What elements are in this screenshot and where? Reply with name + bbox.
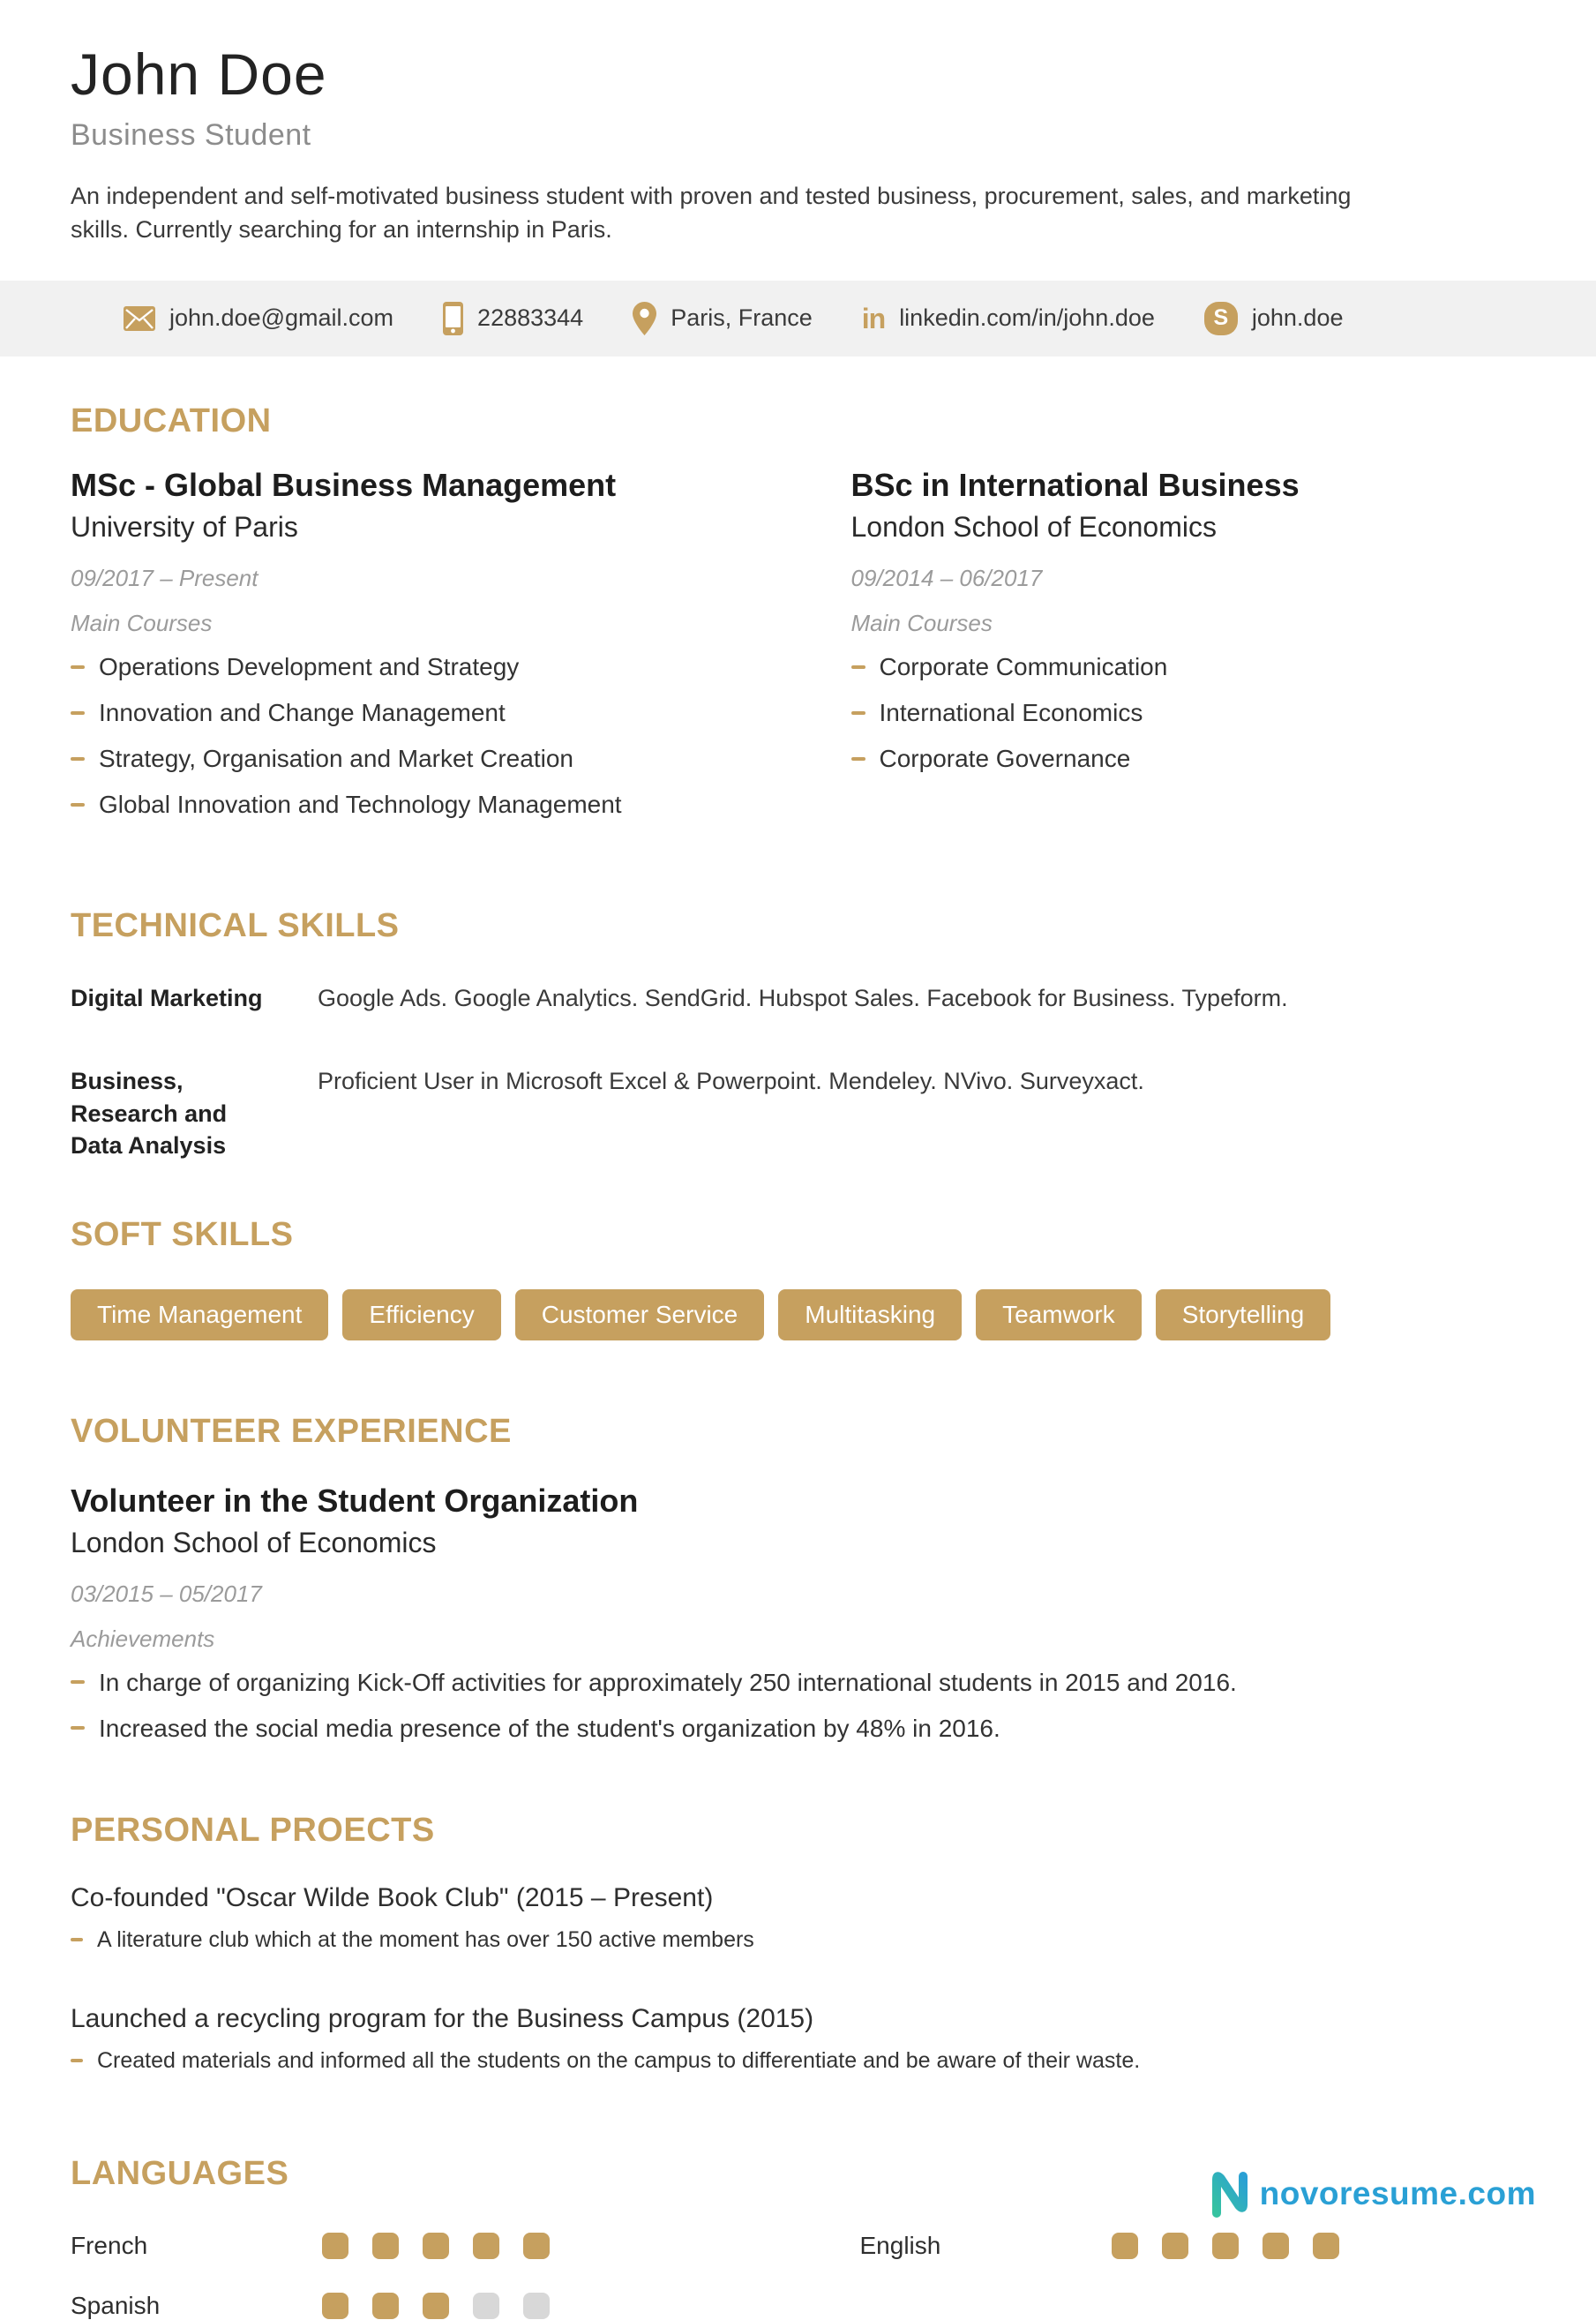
contact-location <box>633 302 813 335</box>
level-square-filled <box>423 2233 449 2259</box>
languages-grid <box>71 2232 1525 2320</box>
section-personal-projects <box>71 1812 1525 2074</box>
bullet-dash-icon <box>851 711 865 715</box>
section-technical-skills <box>71 907 1525 1162</box>
course-text: Global Innovation and Technology Management <box>99 790 622 818</box>
level-square-filled <box>473 2233 499 2259</box>
skill-badge: Customer Service <box>515 1289 765 1340</box>
course-text: Corporate Communication <box>879 652 1168 680</box>
section-soft-skills <box>71 1216 1525 1340</box>
course-text: Strategy, Organisation and Market Creation <box>99 744 573 772</box>
achievements-label: Achievements <box>71 1626 215 1653</box>
course-item <box>851 745 1526 773</box>
skill-category-label: Digital Marketing <box>71 984 263 1011</box>
project-entry <box>71 2004 1525 2074</box>
volunteer-organization: London School of Economics <box>71 1527 437 1559</box>
language-row-spanish <box>71 2292 737 2320</box>
achievement-item <box>71 1669 1525 1697</box>
degree-title: MSc - Global Business Management <box>71 466 617 503</box>
skill-category-label: Business, Research and Data Analysis <box>71 1068 228 1159</box>
course-item <box>851 699 1526 727</box>
school-name: London School of Economics <box>850 510 1217 543</box>
level-square-filled <box>322 2233 348 2259</box>
courses-list <box>71 653 746 819</box>
contact-location-value: Paris, France <box>671 304 813 332</box>
skill-badge: Efficiency <box>342 1289 500 1340</box>
project-bullet-item <box>71 2048 1525 2074</box>
person-name: John Doe <box>71 41 327 107</box>
level-square-empty <box>473 2293 499 2319</box>
course-text: Corporate Governance <box>879 744 1131 772</box>
technical-skills-rows <box>71 982 1525 1162</box>
project-entry <box>71 1883 1525 1953</box>
personal-projects-heading: PERSONAL PROECTS <box>71 1812 435 1850</box>
bullet-dash-icon <box>71 1680 85 1684</box>
person-job-title: Business Student <box>71 118 311 152</box>
skill-badge: Teamwork <box>976 1289 1142 1340</box>
volunteer-achievements-list <box>71 1669 1525 1743</box>
skill-badge: Storytelling <box>1156 1289 1331 1340</box>
technical-skills-heading: TECHNICAL SKILLS <box>71 906 400 944</box>
bullet-dash-icon <box>71 803 85 807</box>
linkedin-icon: in <box>861 302 886 334</box>
technical-skill-row <box>71 982 1525 1014</box>
courses-label: Main Courses <box>850 609 993 636</box>
achievement-item <box>71 1715 1525 1743</box>
bullet-dash-icon <box>71 757 85 761</box>
courses-list <box>851 653 1526 773</box>
envelope-icon <box>124 306 155 331</box>
language-name: French <box>71 2232 148 2260</box>
languages-heading: LANGUAGES <box>71 2155 289 2193</box>
course-item <box>71 653 746 681</box>
contact-email[interactable] <box>124 304 393 332</box>
summary-text: An independent and self-motivated business student with proven and tested business, procurement, sales, and marketing skills. Currently searching for an internship in Paris. <box>71 183 1352 244</box>
level-square-filled <box>1212 2233 1239 2259</box>
language-name: English <box>859 2232 941 2260</box>
project-bullets <box>71 1927 1525 1953</box>
education-grid <box>71 467 1525 837</box>
technical-skill-row <box>71 1065 1525 1161</box>
soft-skills-heading: SOFT SKILLS <box>71 1216 294 1254</box>
skill-badge: Multitasking <box>778 1289 962 1340</box>
contact-phone <box>443 302 583 335</box>
language-row-english <box>860 2232 1526 2260</box>
level-square-filled <box>1112 2233 1138 2259</box>
project-bullet-text: A literature club which at the moment has over 150 active members <box>97 1927 754 1953</box>
level-square-filled <box>523 2233 550 2259</box>
skill-category-value: Google Ads. Google Analytics. SendGrid. Hubspot Sales. Facebook for Business. Typeform. <box>318 984 1288 1011</box>
achievement-text: Increased the social media presence of the student's organization by 48% in 2016. <box>99 1715 1000 1743</box>
novoresume-n-icon <box>1209 2169 1251 2219</box>
project-bullet-text: Created materials and informed all the students on the campus to differentiate and be aware of their waste. <box>97 2048 1141 2074</box>
education-entry-msc <box>71 467 746 837</box>
skill-category-value: Proficient User in Microsoft Excel & Powerpoint. Mendeley. NVivo. Surveyxact. <box>318 1068 1144 1095</box>
skype-icon: S <box>1204 302 1238 335</box>
level-square-filled <box>372 2293 399 2319</box>
contact-bar <box>0 281 1596 357</box>
education-dates: 09/2017 – Present <box>71 564 259 591</box>
language-row-french <box>71 2232 737 2260</box>
course-text: Innovation and Change Management <box>99 698 506 726</box>
contact-email-value: john.doe@gmail.com <box>169 304 394 332</box>
volunteer-role-title: Volunteer in the Student Organization <box>71 1483 639 1520</box>
bullet-dash-icon <box>851 665 865 669</box>
language-name: Spanish <box>71 2292 161 2320</box>
skill-badge: Time Management <box>71 1289 328 1340</box>
course-item <box>851 653 1526 681</box>
contact-linkedin-value: linkedin.com/in/john.doe <box>899 304 1155 332</box>
project-bullet-item <box>71 1927 1525 1953</box>
degree-title: BSc in International Business <box>850 466 1300 503</box>
level-square-filled <box>322 2293 348 2319</box>
level-square-filled <box>423 2293 449 2319</box>
contact-linkedin[interactable] <box>862 304 1155 333</box>
school-name: University of Paris <box>71 510 298 543</box>
map-pin-icon <box>633 302 656 335</box>
soft-skills-badges <box>71 1289 1525 1340</box>
contact-skype[interactable] <box>1204 302 1344 335</box>
level-square-empty <box>523 2293 550 2319</box>
course-item <box>71 791 746 819</box>
language-level-rating <box>322 2293 550 2319</box>
course-item <box>71 745 746 773</box>
bullet-dash-icon <box>71 711 85 715</box>
achievement-text: In charge of organizing Kick-Off activities for approximately 250 international students in 2015 and 2016. <box>99 1669 1237 1697</box>
course-text: Operations Development and Strategy <box>99 652 520 680</box>
contact-phone-value: 22883344 <box>477 304 584 332</box>
languages-grid-spacer <box>860 2292 1526 2320</box>
project-title: Co-founded "Oscar Wilde Book Club" (2015 – Present) <box>71 1883 714 1913</box>
bullet-dash-icon <box>851 757 865 761</box>
contact-skype-value: john.doe <box>1251 304 1344 332</box>
level-square-filled <box>372 2233 399 2259</box>
volunteer-dates: 03/2015 – 05/2017 <box>71 1580 262 1608</box>
section-education <box>71 402 1525 837</box>
education-entry-bsc <box>851 467 1526 837</box>
section-volunteer-experience <box>71 1413 1525 1743</box>
bullet-dash-icon <box>71 665 85 669</box>
language-level-rating <box>322 2233 550 2259</box>
education-heading: EDUCATION <box>71 402 272 439</box>
project-bullets <box>71 2048 1525 2074</box>
level-square-filled <box>1263 2233 1289 2259</box>
novoresume-logo-link[interactable] <box>1209 2169 1536 2219</box>
bullet-dash-icon <box>71 1726 85 1730</box>
project-title: Launched a recycling program for the Business Campus (2015) <box>71 2004 814 2034</box>
level-square-filled <box>1313 2233 1339 2259</box>
courses-label: Main Courses <box>71 609 213 636</box>
smartphone-icon <box>443 302 463 335</box>
novoresume-logo-text: novoresume.com <box>1259 2175 1536 2211</box>
volunteer-heading: VOLUNTEER EXPERIENCE <box>71 1413 512 1451</box>
bullet-dash-icon <box>71 2059 83 2062</box>
resume-header <box>71 0 1525 247</box>
bullet-dash-icon <box>71 1938 83 1941</box>
language-level-rating <box>1112 2233 1339 2259</box>
course-item <box>71 699 746 727</box>
education-dates: 09/2014 – 06/2017 <box>850 564 1043 591</box>
course-text: International Economics <box>879 698 1143 726</box>
level-square-filled <box>1162 2233 1188 2259</box>
